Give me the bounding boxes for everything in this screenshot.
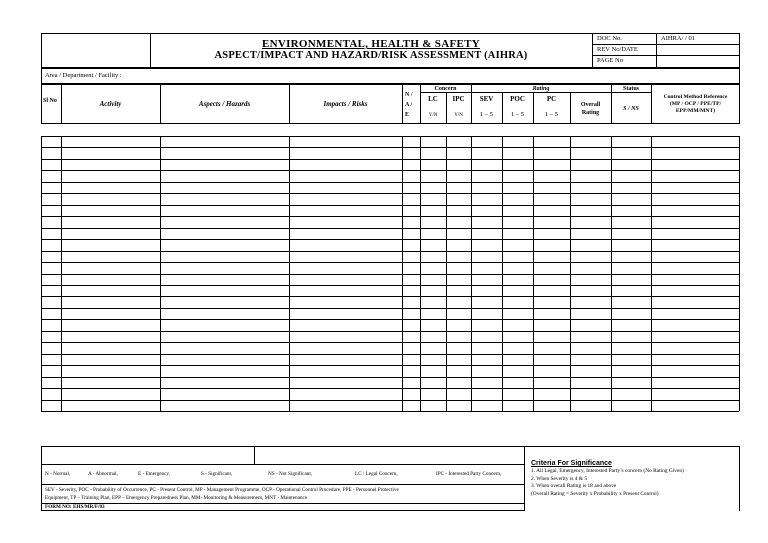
table-column-line [570, 136, 571, 411]
table-row-line [41, 388, 739, 389]
legend-significant: S - Significant, [201, 471, 233, 477]
doc-no-label: DOC No. [597, 35, 622, 42]
group-rating: Rating [532, 86, 550, 92]
table-column-line [471, 136, 472, 411]
document-title: ENVIRONMENTAL, HEALTH & SAFETY [261, 38, 481, 50]
table-row-line [41, 331, 739, 332]
table-column-line [611, 136, 612, 411]
table-column-line [41, 136, 42, 411]
criteria-title: Criteria For Significance [531, 460, 612, 467]
col-nae: N / A / E [405, 92, 413, 118]
group-header-line [420, 92, 611, 93]
col-div-4 [402, 84, 403, 124]
col-impacts: Impacts / Risks [323, 100, 368, 108]
legend-line-3: Equipment, TP – Training Plan, EPP – Emergency Preparedness Plan, MM- Monitoring & Measurement, MNT - Maintenance [45, 495, 308, 501]
legend-emergency: E - Emergency, [138, 471, 170, 477]
page-label: PAGE No [597, 57, 623, 64]
col-poc-range: 1 – 5 [511, 111, 524, 118]
table-row-line [41, 308, 739, 309]
table-row-line [41, 319, 739, 320]
footer-legend-box [41, 446, 525, 511]
area-label: Area / Department / Facility : [45, 72, 122, 79]
col-lc-yn: Y/N [428, 113, 438, 118]
doc-row-line-2 [592, 55, 740, 56]
col-div-10 [570, 92, 571, 124]
table-row-line [41, 296, 739, 297]
table-column-line [533, 136, 534, 411]
table-column-line [289, 136, 290, 411]
table-row-line [41, 193, 739, 194]
table-row-line [41, 228, 739, 229]
table-row-line [41, 365, 739, 366]
table-column-line [651, 136, 652, 411]
footer-top-line [41, 464, 525, 465]
col-sev: SEV [479, 95, 494, 103]
col-sl-no: Sl No [43, 98, 57, 104]
table-row-line [41, 354, 739, 355]
table-row-line [41, 377, 739, 378]
table-row-line [41, 136, 739, 137]
table-column-line [739, 136, 740, 411]
table-row-line [41, 342, 739, 343]
col-ipc-yn: Y/N [454, 113, 463, 118]
footer-mid-line [41, 484, 525, 485]
header-divider-right [592, 33, 593, 68]
criteria-item-4: (Overall Rating = Severity x Probability x Present Control) [531, 491, 659, 497]
table-row-line [41, 159, 739, 160]
table-row-line [41, 411, 739, 412]
legend-normal: N - Normal, [45, 471, 71, 477]
table-row-line [41, 147, 739, 148]
table-column-line [420, 136, 421, 411]
doc-no-value: AIHRA/ / 01 [661, 35, 695, 42]
col-s-ns: S / NS [623, 106, 639, 112]
col-pc-range: 1 – 5 [545, 111, 558, 118]
criteria-right-line [739, 446, 740, 511]
criteria-top-line [525, 446, 740, 447]
table-row-line [41, 239, 739, 240]
table-column-line [61, 136, 62, 411]
table-row-line [41, 216, 739, 217]
col-control-sub2: EPP/MM/MNT) [675, 108, 716, 114]
criteria-item-2: 2. When Severity is 4 & 5 [531, 476, 588, 482]
table-row-line [41, 182, 739, 183]
table-column-line [446, 136, 447, 411]
footer-form-line [41, 503, 525, 504]
col-sev-range: 1 – 5 [480, 111, 493, 118]
legend-interested-party: IPC - Interested Party Concern, [436, 471, 502, 477]
legend-line-2: SEV - Severity, POC - Probability of Occurrence, PC - Present Control, MP - Management Programme, OCP - Operational Control Procedure, PPE - Personnel Protective [45, 487, 399, 493]
footer-top-divider [254, 446, 255, 464]
table-row-line [41, 400, 739, 401]
area-row [41, 68, 740, 84]
criteria-item-3: 3. When overall Rating is 18 and above [531, 483, 617, 489]
rev-label: REV No/DATE [597, 46, 638, 53]
document-subtitle: ASPECT/IMPACT AND HAZARD/RISK ASSESSMENT (AIHRA) [214, 50, 528, 61]
legend-not-significant: NS - Not Significant, [268, 471, 313, 477]
table-column-line [402, 136, 403, 411]
col-pc: PC [546, 95, 557, 103]
criteria-item-1: 1. All Legal, Emergency, Interested Party’s concern (No Rating Given) [531, 468, 684, 474]
table-column-line [160, 136, 161, 411]
doc-value-divider [656, 33, 657, 68]
legend-abnormal: A - Abnormal, [88, 471, 118, 477]
col-activity: Activity [99, 100, 122, 108]
table-row-line [41, 274, 739, 275]
col-aspects: Aspects / Hazards [198, 100, 251, 108]
col-control-sub1: (MP / OCP / PPE/TP/ [669, 101, 722, 107]
table-row-line [41, 170, 739, 171]
status-header-line [611, 92, 651, 93]
col-lc: LC [428, 95, 438, 103]
group-status: Status [622, 86, 639, 92]
col-ipc: IPC [452, 95, 465, 103]
col-control-method: Control Method Reference [663, 94, 728, 100]
table-column-line [502, 136, 503, 411]
table-row-line [41, 205, 739, 206]
col-poc: POC [510, 95, 525, 103]
doc-row-line-1 [592, 44, 740, 45]
table-row-line [41, 285, 739, 286]
col-overall-rating: Overall Rating [580, 102, 601, 116]
form-number: FORM NO: EHS/MR/F/03 [45, 504, 105, 510]
table-row-line [41, 251, 739, 252]
group-concern: Concern [434, 86, 457, 92]
table-row-line [41, 262, 739, 263]
legend-legal-concern: LC : Legal Concern, [355, 471, 398, 477]
